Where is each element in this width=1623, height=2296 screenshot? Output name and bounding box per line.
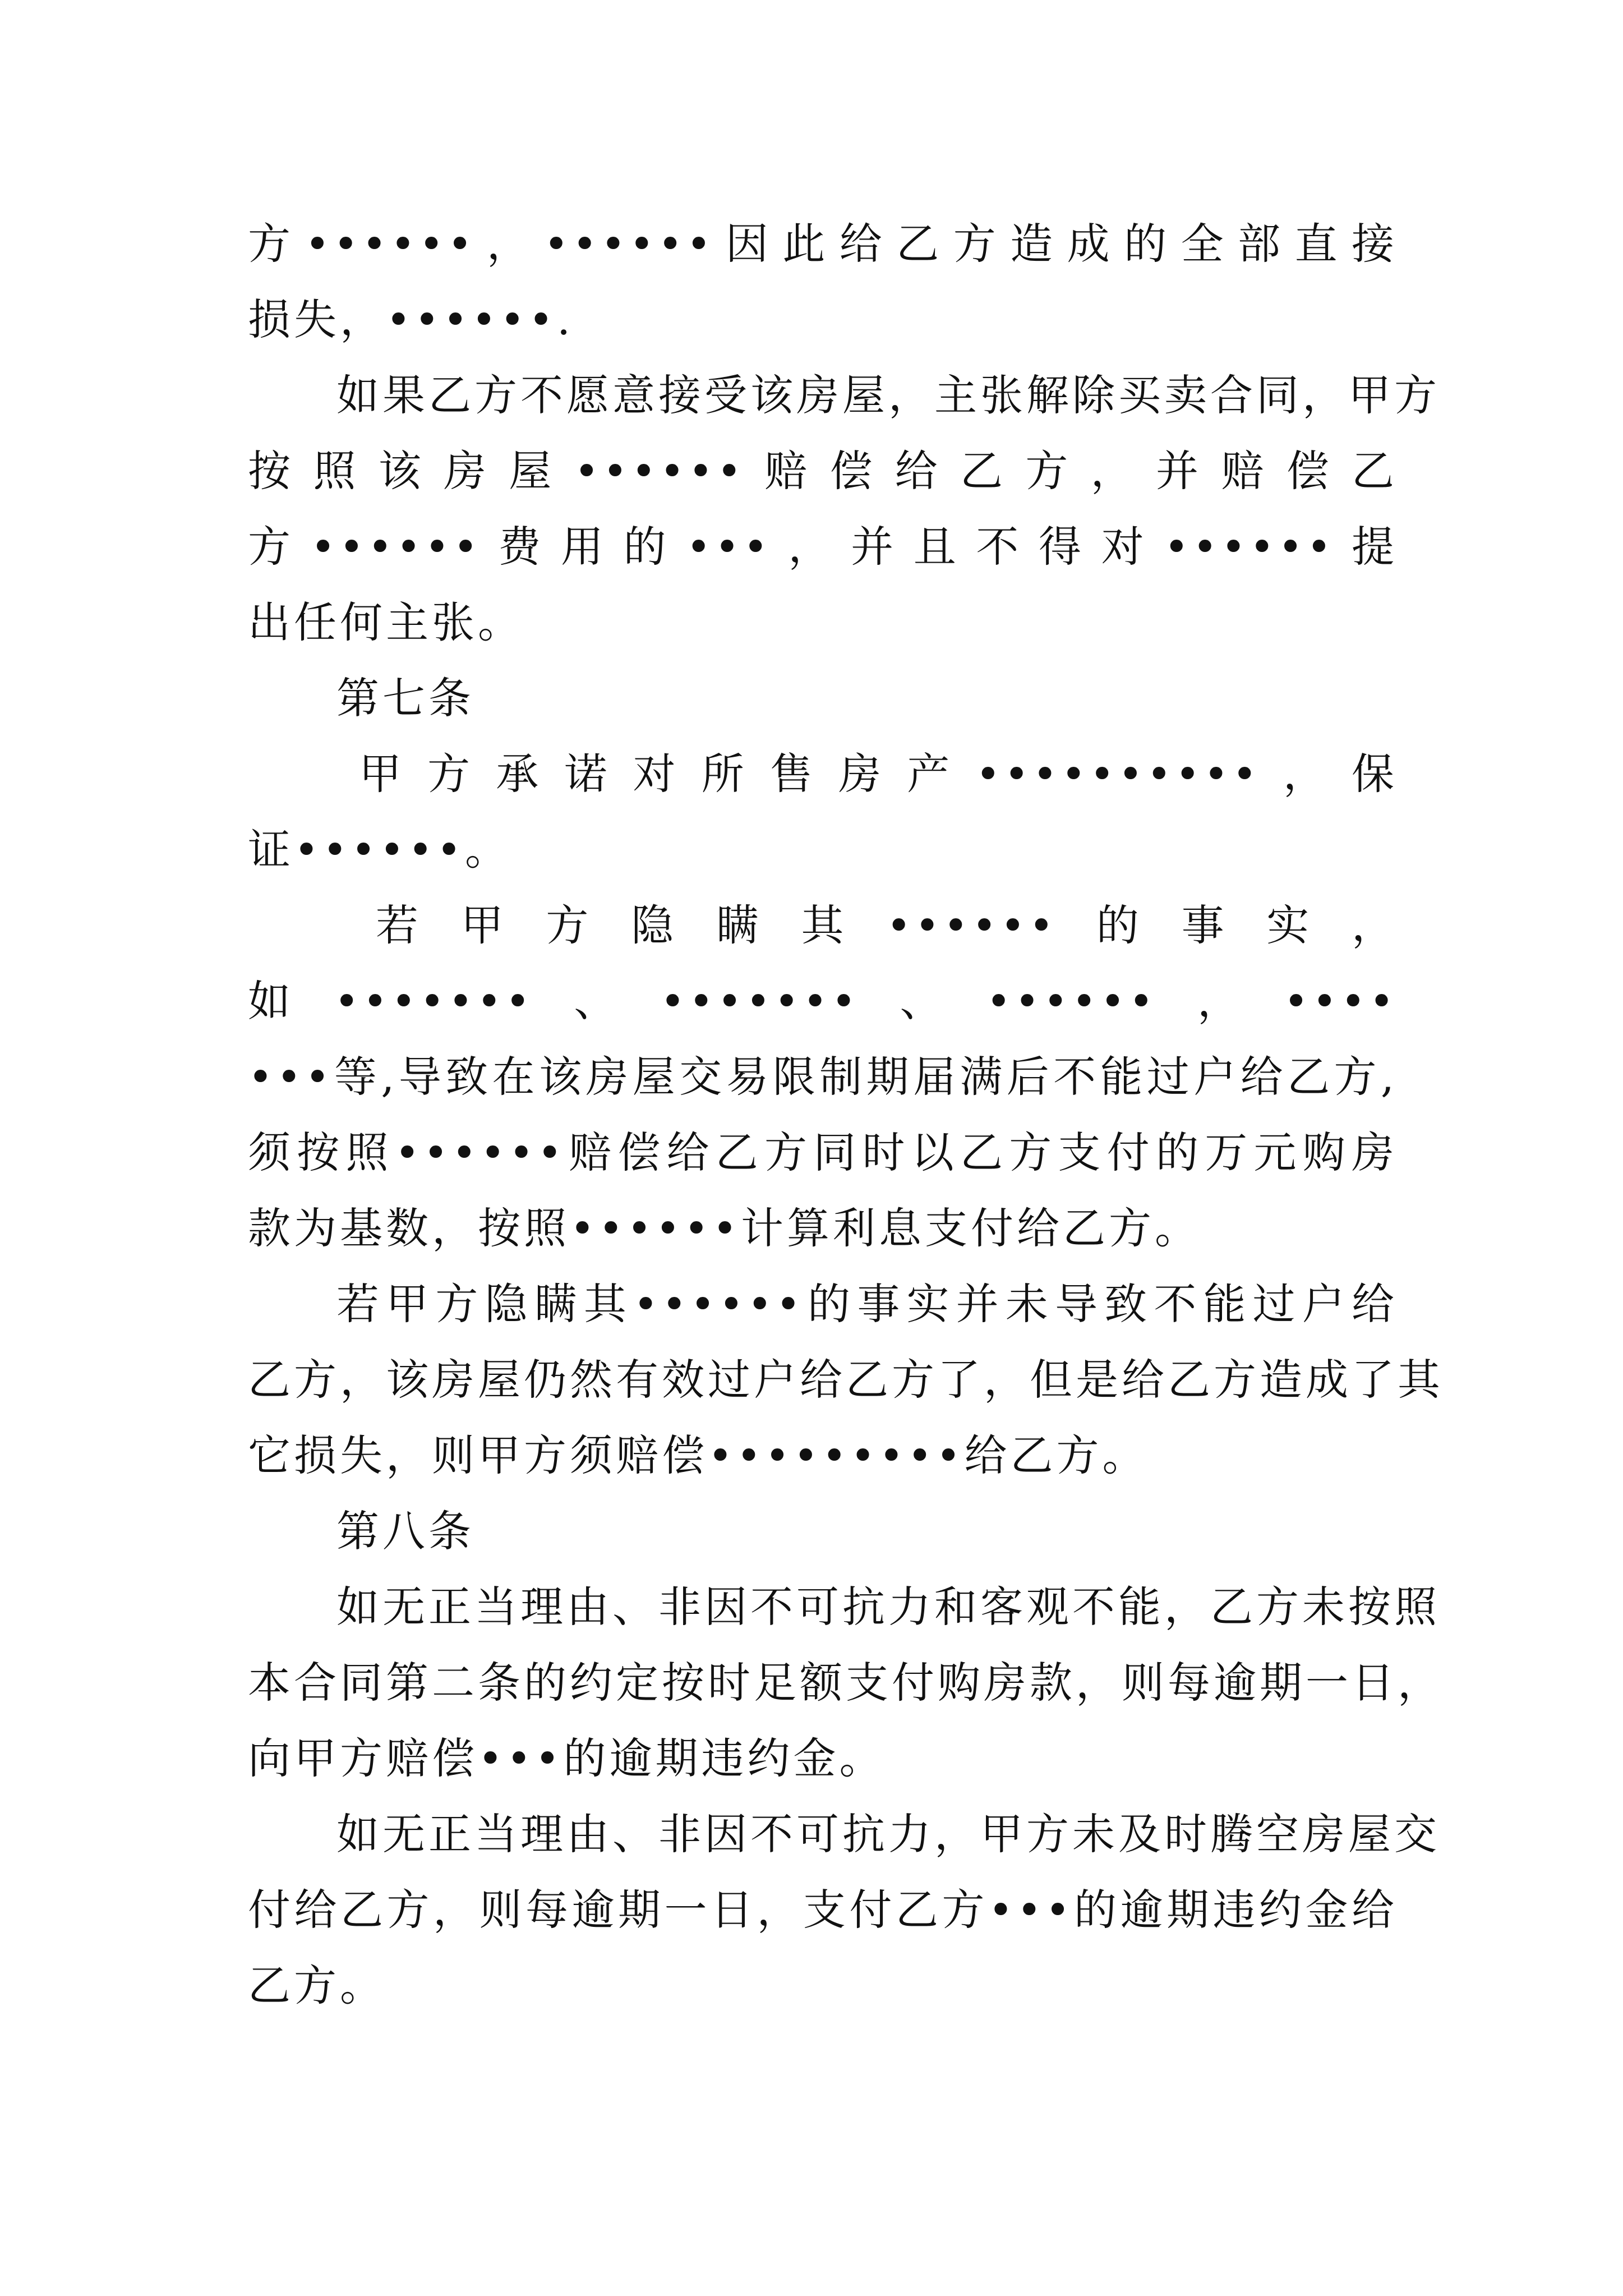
text-line: 方••••••，••••••因此给乙方造成的全部直接 — [248, 219, 1398, 269]
text-line: 款为基数，按照••••••计算利息支付给乙方。 — [248, 1203, 1201, 1253]
text-line: 向甲方赔偿•••的逾期违约金。 — [248, 1733, 886, 1783]
text-line: 按照该房屋••••••赔偿给乙方，并赔偿乙 — [248, 446, 1398, 496]
text-line: 它损失，则甲方须赔偿•••••••••给乙方。 — [248, 1430, 1149, 1480]
text-line: 甲方承诺对所售房产••••••••••，保 — [359, 749, 1398, 799]
text-line: 本合同第二条的约定按时足额支付购房款，则每逾期一日， — [248, 1658, 1444, 1708]
text-line: 乙方。 — [248, 1961, 386, 2010]
text-line: 如果乙方不愿意接受该房屋，主张解除买卖合同，甲方 — [336, 370, 1440, 420]
text-line: 证••••••。 — [248, 825, 511, 875]
text-line: 如•••••••、•••••••、••••••，•••• — [248, 976, 1398, 1026]
text-line: 如无正当理由、非因不可抗力和客观不能，乙方未按照 — [336, 1582, 1440, 1632]
text-line: 如无正当理由、非因不可抗力，甲方未及时腾空房屋交 — [336, 1809, 1440, 1859]
text-line: •••等,导致在该房屋交易限制期届满后不能过户给乙方, — [248, 1052, 1398, 1102]
text-line: 方••••••费用的•••，并且不得对••••••提 — [248, 522, 1398, 572]
text-line: 乙方，该房屋仍然有效过户给乙方了，但是给乙方造成了其 — [248, 1355, 1444, 1405]
text-line: 损失，••••••. — [248, 295, 574, 344]
text-line: 须按照••••••赔偿给乙方同时以乙方支付的万元购房 — [248, 1128, 1398, 1177]
section-heading: 第八条 — [336, 1506, 474, 1556]
text-line: 出任何主张。 — [248, 597, 524, 647]
text-line: 若甲方隐瞒其••••••的事实并未导致不能过户给 — [336, 1279, 1398, 1329]
text-line: 付给乙方，则每逾期一日，支付乙方•••的逾期违约金给 — [248, 1885, 1398, 1935]
text-line: 若甲方隐瞒其••••••的事实， — [376, 900, 1398, 950]
section-heading: 第七条 — [336, 673, 474, 723]
